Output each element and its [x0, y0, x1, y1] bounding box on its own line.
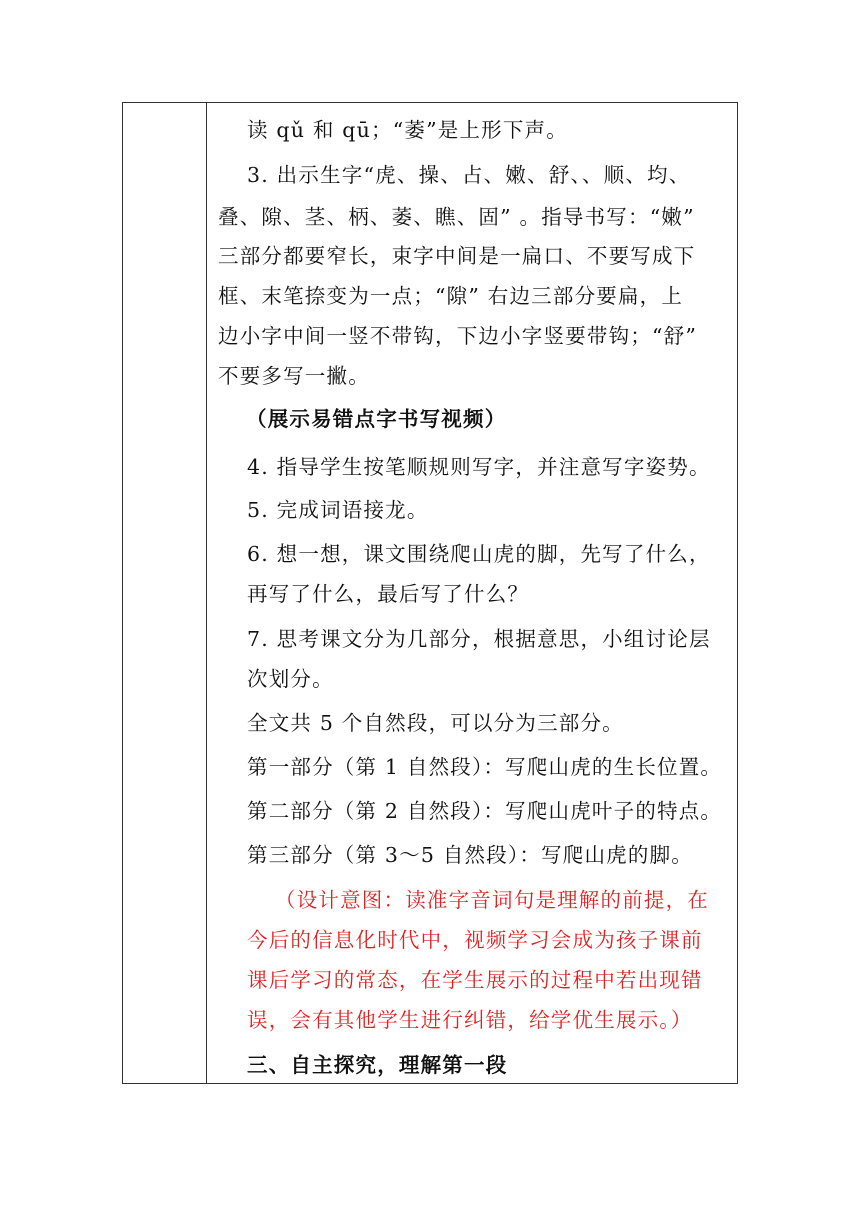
- text-line: 边小字中间一竖不带钩，下边小字竖要带钩；“舒”: [218, 324, 698, 348]
- text-line: 全文共 5 个自然段，可以分为三部分。: [247, 711, 624, 735]
- text-line: 第二部分（第 2 自然段）：写爬山虎叶子的特点。: [247, 799, 723, 823]
- video-note-heading: （展示易错点字书写视频）: [246, 407, 507, 431]
- text-line: 3. 出示生字“虎、操、占、嫩、舒、、顺、均、: [247, 163, 691, 187]
- text-line: 再写了什么，最后写了什么？: [247, 582, 530, 606]
- text-line: 次划分。: [247, 667, 334, 691]
- text-line: 6. 想一想，课文围绕爬山虎的脚，先写了什么，: [247, 542, 711, 566]
- design-intent-line: 今后的信息化时代中，视频学习会成为孩子课前: [247, 928, 703, 952]
- text-line: 读 qǔ 和 qū；“萎”是上形下声。: [247, 118, 568, 142]
- text-line: 叠、隙、茎、柄、萎、瞧、固” 。指导书写：“嫩”: [218, 205, 695, 229]
- design-intent-line: （设计意图：读准字音词句是理解的前提，在: [275, 888, 709, 912]
- design-intent-line: 课后学习的常态，在学生展示的过程中若出现错: [247, 968, 703, 992]
- text-line: 7. 思考课文分为几部分，根据意思，小组讨论层: [247, 627, 711, 651]
- text-line: 第一部分（第 1 自然段）：写爬山虎的生长位置。: [247, 755, 723, 779]
- text-line: 5. 完成词语接龙。: [247, 498, 429, 522]
- text-line: 框、末笔捺变为一点；“隙” 右边三部分要扁，上: [218, 284, 684, 308]
- table-column-divider: [206, 102, 207, 1084]
- text-line: 三部分都要窄长，束字中间是一扁口、不要写成下: [218, 244, 696, 268]
- text-line: 第三部分（第 3～5 自然段）：写爬山虎的脚。: [247, 843, 693, 867]
- design-intent-line: 误，会有其他学生进行纠错，给学优生展示。）: [247, 1008, 693, 1032]
- text-line: 4. 指导学生按笔顺规则写字，并注意写字姿势。: [247, 455, 711, 479]
- text-line: 不要多写一撇。: [218, 364, 370, 388]
- section-heading: 三、自主探究，理解第一段: [247, 1053, 508, 1077]
